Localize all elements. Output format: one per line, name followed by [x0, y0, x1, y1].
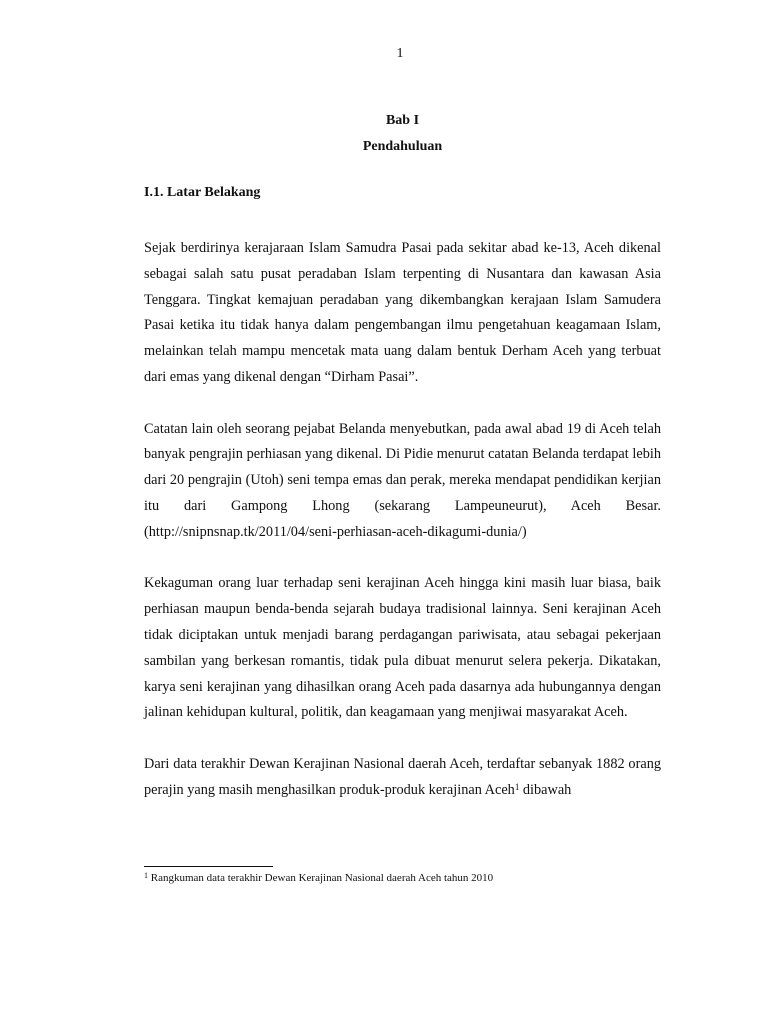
footnote-reference[interactable]: 1 — [514, 781, 520, 792]
paragraph-text: Dari data terakhir Dewan Kerajinan Nasional daerah Aceh, terdaftar sebanyak 1882 orang perajin yang masih menghasilkan produk-produk kerajinan Aceh — [144, 755, 661, 798]
paragraph-text-continued: dibawah — [519, 781, 572, 798]
chapter-title: Pendahuluan — [362, 139, 443, 154]
paragraph-last — [144, 752, 661, 804]
paragraph: Sejak berdirinya kerajaraan Islam Samudra Pasai pada sekitar abad ke-13, Aceh dikenal sebagai salah satu pusat peradaban Islam terpenting di Nusantara dan kawasan Asia Tenggara. Tingkat kemajuan peradaban yang dikembangkan kerajaan Islam Samudera Pasai ketika itu tidak hanya dalam pengembangan ilmu pengetahuan keagamaan Islam, melainkan telah mampu mencetak mata uang dalam bentuk Derham Aceh yang terbuat dari emas yang dikenal dengan “Dirham Pasai”. — [144, 240, 661, 385]
body-text — [144, 236, 661, 804]
paragraph: Kekaguman orang luar terhadap seni kerajinan Aceh hingga kini masih luar biasa, baik perhiasan maupun benda-benda sejarah budaya tradisional lainnya. Seni kerajinan Aceh tidak diciptakan untuk menjadi barang perdagangan pariwisata, atau sebagai pekerjaan sambilan yang berkesan romantis, tidak pula dibuat menurut selera pekerja. Dikatakan, karya seni kerajinan yang dihasilkan orang Aceh pada dasarnya ada hubungannya dengan jalinan kehidupan kultural, politik, dan keagamaan yang menjiwai masyarakat Aceh. — [144, 575, 661, 721]
chapter-heading — [0, 108, 768, 160]
paragraph: Catatan lain oleh seorang pejabat Belanda menyebutkan, pada awal abad 19 di Aceh telah banyak pengrajin perhiasan yang dikenal. Di Pidie menurut catatan Belanda terdapat lebih dari 20 pengrajin (Utoh) seni tempa emas dan perak, mereka mendapat pendidikan kerjian itu dari Gampong Lhong (sekarang Lampeuneurut), Aceh Besar. (http://snipnsnap.tk/2011/04/seni-perhiasan-aceh-dikagumi-dunia/) — [144, 420, 661, 540]
chapter-number: Bab I — [385, 113, 420, 128]
footnote-separator — [144, 866, 273, 867]
footnote-marker: 1 — [144, 871, 148, 880]
footnote — [144, 872, 493, 884]
footnote-text: Rangkuman data terakhir Dewan Kerajinan Nasional daerah Aceh tahun 2010 — [148, 872, 494, 884]
section-title: I.1. Latar Belakang — [144, 185, 261, 200]
page-number: 1 — [396, 46, 404, 61]
